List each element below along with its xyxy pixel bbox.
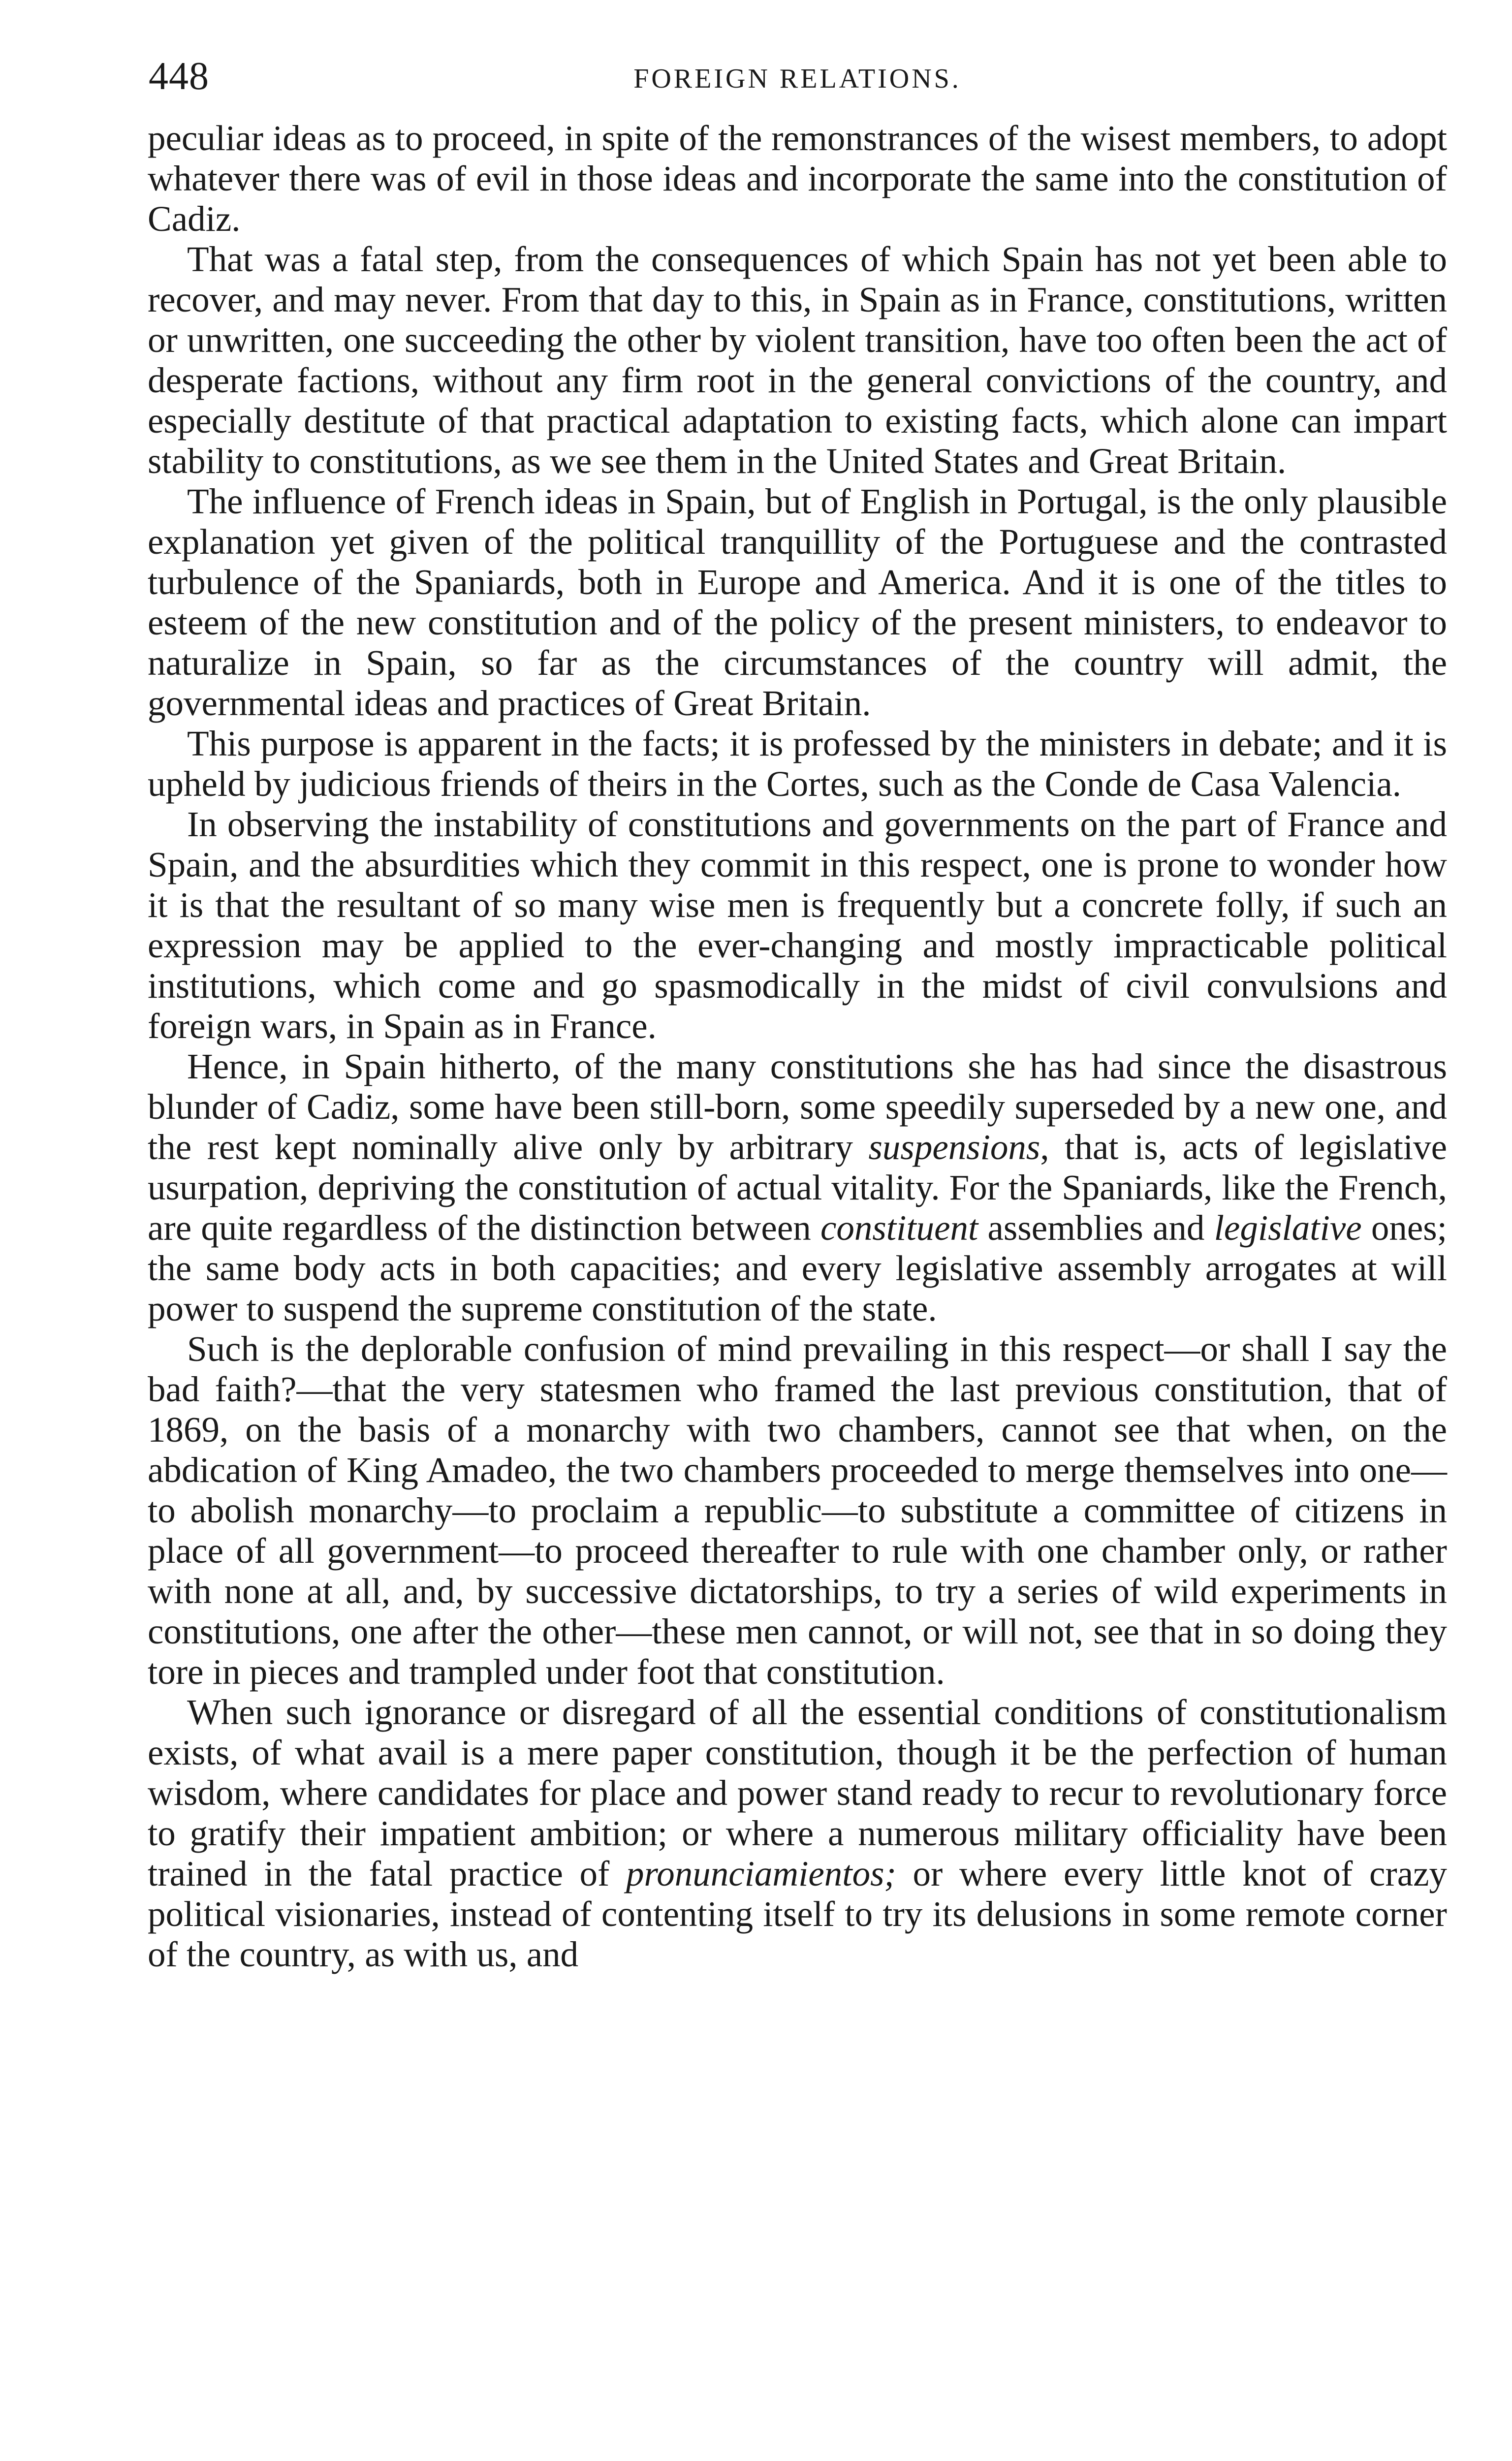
paragraph-8-text-a: When such ignorance or disregard of all the essential conditions of constitutionalism exists, of what avail is a mere paper constitution, though it be the perfection of human wisdom, where candidates for place and power stand ready to recur to revolutionary force to gratify their impatient ambition; or where a numerous military officiality have been trained in the fatal practice of — [148, 1692, 1447, 1893]
paragraph-3: The influence of French ideas in Spain, but of English in Portugal, is the only plausible explanation yet given of the political tranquillity of the Portuguese and the contrasted turbulence of the Spaniards, both in Europe and America. And it is one of the titles to esteem of the new constitution and of the policy of the present ministers, to endeavor to naturalize in Spain, so far as the circumstances of the country will admit, the governmental ideas and practices of Great Britain. — [148, 481, 1447, 723]
paragraph-4: This purpose is apparent in the facts; it is professed by the ministers in debate; and it is upheld by judicious friends of theirs in the Cortes, such as the Conde de Casa Valencia. — [148, 724, 1447, 804]
paragraph-6-text-c: assemblies and — [978, 1208, 1214, 1248]
italic-legislative: legislative — [1214, 1208, 1362, 1248]
paragraph-7: Such is the deplorable confusion of mind prevailing in this respect—or shall I say the bad faith?—that the very statesmen who framed the last previous constitution, that of 1869, on the basis of a monarchy with two chambers, cannot see that when, on the abdication of King Amadeo, the two chambers proceeded to merge themselves into one—to abolish monarchy—to proclaim a republic—to substitute a committee of citizens in place of all government—to proceed thereafter to rule with one chamber only, or rather with none at all, and, by successive dictatorships, to try a series of wild experiments in constitutions, one after the other—these men cannot, or will not, see that in so doing they tore in pieces and trampled under foot that constitution. — [148, 1329, 1447, 1692]
italic-pronunciamientos: pronunciamientos; — [626, 1854, 896, 1893]
paragraph-8 — [148, 1692, 1447, 1975]
paragraph-6 — [148, 1046, 1447, 1329]
paragraph-2: That was a fatal step, from the consequences of which Spain has not yet been able to recover, and may never. From that day to this, in Spain as in France, constitutions, written or unwritten, one succeeding the other by violent transition, have too often been the act of desperate factions, without any firm root in the general convictions of the country, and especially destitute of that practical adaptation to existing facts, which alone can impart stability to constitutions, as we see them in the United States and Great Britain. — [148, 239, 1447, 481]
paragraph-1: peculiar ideas as to proceed, in spite of the remonstrances of the wisest members, to adopt whatever there was of evil in those ideas and incorporate the same into the constitution of Cadiz. — [148, 118, 1447, 239]
paragraph-8-text-b: or where every little knot of crazy political visionaries, instead of contenting itself to try its delusions in some remote corner of the country, as with us, and — [148, 1854, 1447, 1974]
paragraph-6-text-b: , that is, acts of legislative usurpation, depriving the constitution of actual vitality. For the Spaniards, like the French, are quite regardless of the distinction between — [148, 1127, 1447, 1248]
running-head: FOREIGN RELATIONS. — [633, 63, 961, 94]
document-page — [148, 49, 1447, 1975]
paragraph-6-text-a: Hence, in Spain hitherto, of the many constitutions she has had since the disastrous blunder of Cadiz, some have been still-born, some speedily superseded by a new one, and the rest kept nominally alive only by arbitrary — [148, 1046, 1447, 1167]
page-number: 448 — [149, 55, 209, 98]
body-text — [148, 118, 1447, 1975]
paragraph-6-text-d: ones; the same body acts in both capacities; and every legislative assembly arrogates at will power to suspend the supreme constitution of the state. — [148, 1208, 1447, 1328]
page-header — [148, 49, 1447, 118]
italic-constituent: constituent — [820, 1208, 978, 1248]
paragraph-5: In observing the instability of constitutions and governments on the part of France and Spain, and the absurdities which they commit in this respect, one is prone to wonder how it is that the resultant of so many wise men is frequently but a concrete folly, if such an expression may be applied to the ever-changing and mostly impracticable political institutions, which come and go spasmodically in the midst of civil convulsions and foreign wars, in Spain as in France. — [148, 804, 1447, 1046]
italic-suspensions: suspensions — [868, 1127, 1040, 1167]
